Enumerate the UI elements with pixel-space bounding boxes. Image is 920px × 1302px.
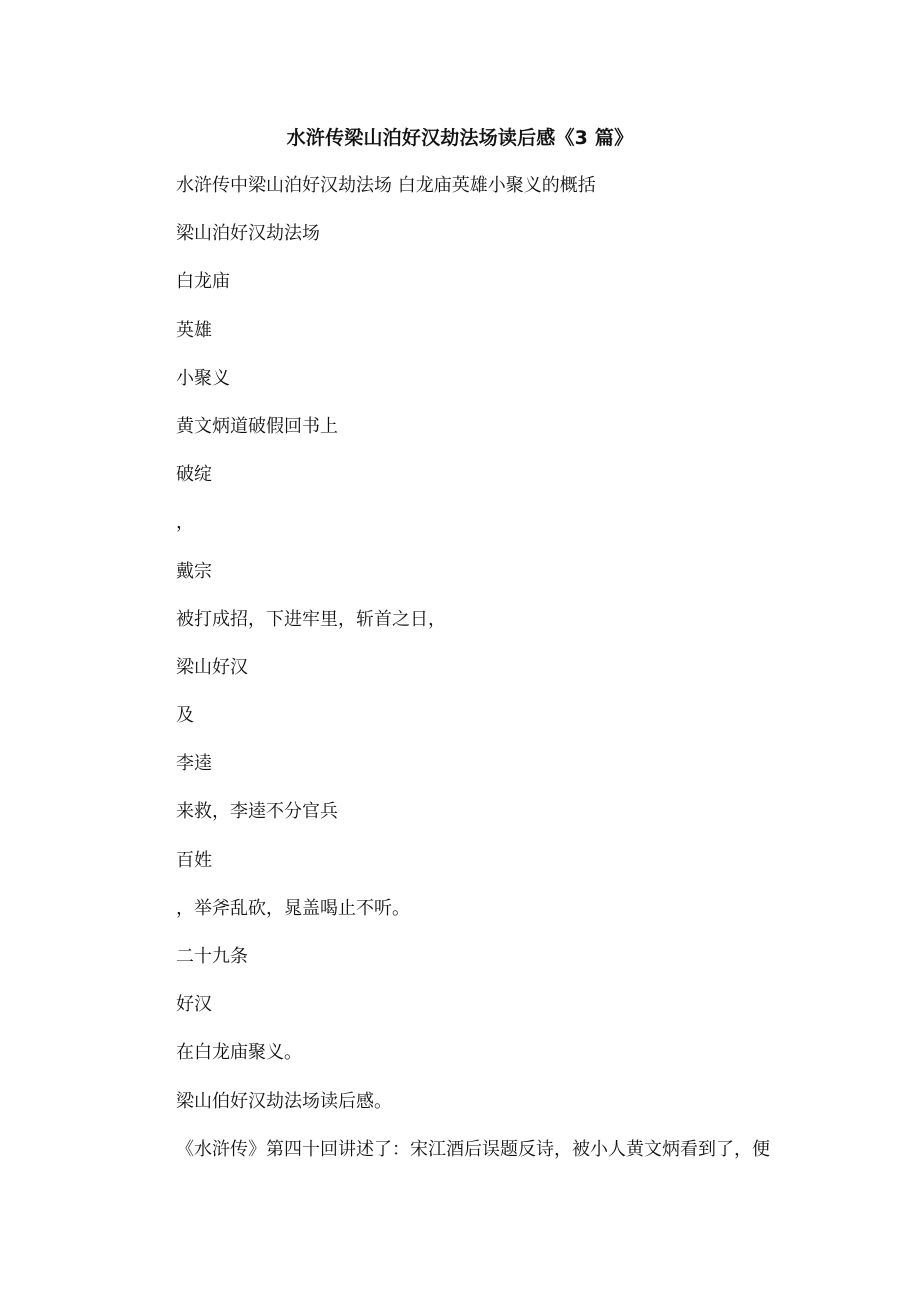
paragraph: 梁山泊好汉劫法场 (176, 223, 320, 245)
paragraph: ， (176, 512, 194, 534)
paragraph: 二十九条 (176, 946, 248, 967)
paragraph: 百姓 (176, 849, 212, 871)
paragraph: 《水浒传》第四十回讲述了：宋江酒后误题反诗，被小人黄文炳看到了，便 (176, 1138, 770, 1160)
document-title: 水浒传梁山泊好汉劫法场读后感《3 篇》 (286, 127, 634, 149)
paragraph: 破绽 (176, 464, 212, 486)
paragraph: 来救，李逵不分官兵 (176, 801, 338, 823)
document-body (176, 172, 816, 1184)
paragraph: 英雄 (176, 319, 212, 341)
paragraph: 梁山伯好汉劫法场读后感。 (176, 1090, 392, 1112)
paragraph: 好汉 (176, 994, 212, 1016)
paragraph: 白龙庙 (176, 271, 230, 293)
paragraph: ，举斧乱砍，晁盖喝止不听。 (176, 897, 410, 919)
paragraph: 黄文炳道破假回书上 (176, 415, 338, 437)
paragraph: 梁山好汉 (176, 656, 248, 678)
paragraph: 被打成招，下进牢里，斩首之日， (176, 608, 446, 630)
paragraph: 水浒传中梁山泊好汉劫法场 白龙庙英雄小聚义的概括 (176, 175, 596, 196)
paragraph: 在白龙庙聚义。 (176, 1042, 302, 1064)
paragraph: 小聚义 (176, 367, 230, 389)
paragraph: 及 (176, 705, 194, 727)
paragraph: 李逵 (176, 753, 212, 775)
paragraph: 戴宗 (176, 560, 212, 582)
